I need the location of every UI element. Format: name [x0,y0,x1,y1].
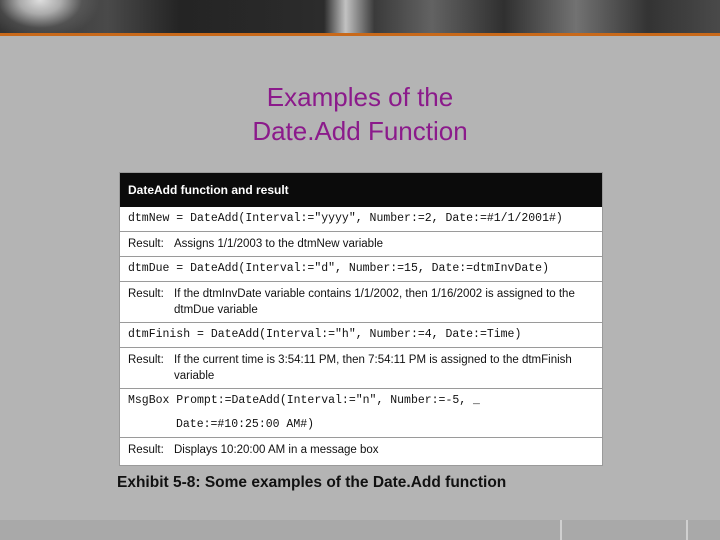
exhibit-header: DateAdd function and result [120,173,602,207]
code-line: dtmFinish = DateAdd(Interval:="h", Number:=4, Date:=Time) [120,323,602,348]
bottom-divider [686,520,688,540]
result-label: Result: [128,444,164,456]
code-line-continuation: Date:=#10:25:00 AM#) [120,413,602,438]
result-label: Result: [128,288,164,300]
code-line: MsgBox Prompt:=DateAdd(Interval:="n", Number:=-5, _ [128,394,480,407]
result-row [120,232,602,257]
bottom-band [0,520,720,540]
result-label: Result: [128,238,164,250]
accent-rule [0,33,720,36]
result-text: If the current time is 3:54:11 PM, then 7:54:11 PM is assigned to the dtmFinish variable [174,354,572,382]
slide-title [180,80,540,148]
result-row [120,348,602,389]
result-row [120,438,602,462]
code-line: dtmDue = DateAdd(Interval:="d", Number:=15, Date:=dtmInvDate) [120,257,602,282]
title-line-2: Date.Add Function [252,116,468,146]
result-text: If the dtmInvDate variable contains 1/1/2002, then 1/16/2002 is assigned to the dtmDue variable [174,288,575,316]
result-row [120,282,602,323]
bottom-divider [560,520,562,540]
exhibit-caption: Exhibit 5-8: Some examples of the Date.Add function [117,474,507,491]
code-line: dtmNew = DateAdd(Interval:="yyyy", Number:=2, Date:=#1/1/2001#) [120,207,602,232]
result-label: Result: [128,354,164,366]
exhibit-table [119,172,603,466]
title-line-1: Examples of the [266,82,454,112]
result-text: Assigns 1/1/2003 to the dtmNew variable [174,238,384,250]
result-text: Displays 10:20:00 AM in a message box [174,444,379,456]
top-banner-image [0,0,720,33]
